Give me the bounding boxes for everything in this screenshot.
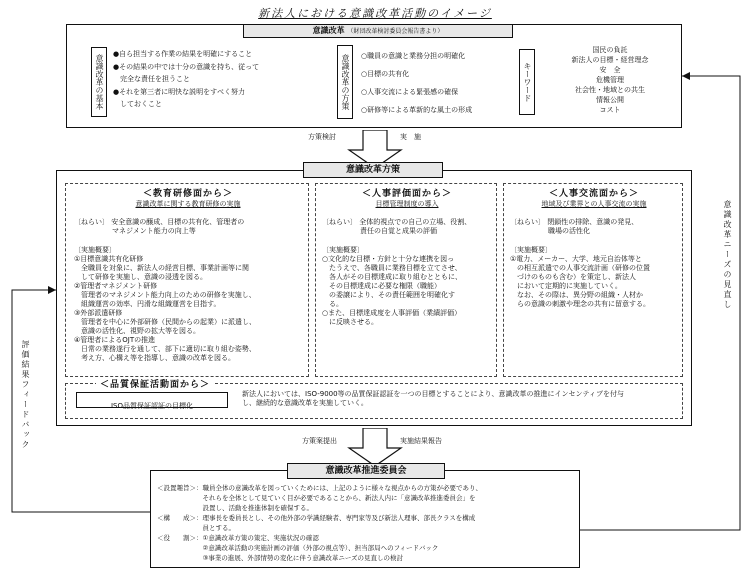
evaluation-title: ＜人事評価面から＞ — [361, 189, 452, 199]
exchange-subtitle: 地域及び業界との人事交流の実施 — [541, 200, 647, 208]
right-feedback-label: 意識改革ニーズの見直し — [723, 200, 732, 310]
measures-list: ○職員の意識と業務分担の明確化 ○目標の共有化 ○人事交流による緊張感の確保 ○研修等による革新的な風土の形成 — [361, 52, 473, 114]
keyword-label: キーワード — [519, 49, 535, 115]
left-feedback-label: 評価結果フィードバック — [21, 340, 30, 450]
education-details: 〔実施概要〕 ①目標意識共有化研修 全職員を対象に、新法人の経営目標、事業計画等に関 して研修を実施し、意識の浸透を図る。 ②管理者マネジメント研修 管理者のマネジメント能力向上のための研修を実施し、 組織運営の効率、円滑な組織運営を目指す。 ③外部派遣研修 管理者を中心に外部研修（民間からの起業）に派遣し、 意識の活性化、視野の拡大等を図る。 ④管理者によるOJTの推進 日常の業務遂行を通して、部下に適切に取り組む姿勢、 考え方、心構え等を指導し、意識の改革を図る。 — [74, 246, 256, 362]
committee-text: ＜設置趣旨＞：職員全体の意識改革を図っていくためには、上記のように様々な視点からの方策が必要であり、 それらを全体として見ていく目が必要であることから、新法人内に「意識改革推進委員会」を 設置し、活動を推進体制を確保する。 ＜構 成＞：理事長を委員長とし、その他外部の学識経験者、専門家等及び新法人理事、部長クラスを構成 員とする。 ＜役 割＞：①意識改革方策の策定、実施状況の確認 ②意識改革活動の実施計画の評価（外部の視点等）、担当部局へのフィードバック ③事業の進展、外部情勢の変化に伴う意識改革ニーズの見直しの検討 — [157, 484, 482, 562]
arrow1-left-label: 方策検討 — [308, 133, 336, 141]
arrow1-right-label: 実 施 — [400, 133, 421, 141]
exchange-title: ＜人事交流面から＞ — [548, 189, 639, 199]
basic-list: ●自ら担当する作業の結果を明確にすること ●その結果の中では十分の意識を持ち、従って 完全な責任を担うこと ●それを第三者に明快な説明をすべく努力 しておくこと — [113, 50, 260, 108]
top-box-header: 意識改革 （財団改革検討委員会報告書より） — [243, 24, 513, 38]
arrow2-right-label: 実施結果報告 — [400, 437, 442, 445]
policy-header: 意識改革方策 — [303, 162, 443, 178]
exchange-aim: 〔ねらい〕 閉鎖性の排除、意識の発見、 職場の活性化 — [510, 218, 639, 235]
quality-subtitle-box: ISO品質保証認証の目標化 — [76, 392, 228, 408]
right-feedback-line — [580, 76, 740, 530]
keyword-list: 国民の負託 新法人の目標・経営理念 安 全 危機管理 社会性・地域との共生 情報公開 コスト — [571, 46, 649, 114]
education-subtitle: 意識改革に関する教育研修の実施 — [135, 200, 241, 208]
left-feedback-line — [12, 290, 150, 512]
education-title: ＜教育研修面から＞ — [142, 189, 233, 199]
committee-header: 意識改革推進委員会 — [287, 463, 445, 479]
quality-title: ＜品質保証活動面から＞ — [96, 377, 214, 390]
left-feedback-arrowhead — [48, 286, 56, 294]
evaluation-details: 〔実施概要〕 ○文化的な目標・方針と十分な連携を図っ たうえで、各職員に業務目標を立てさせ、 各人がその目標達成に取り組むとともに、 その目標達成に必要な権限（職能） の委譲により、その責任範囲を明確化す る。 ○また、目標達成度を人事評価（業績評価） に反映させる。 — [322, 246, 462, 326]
basic-label: 意識改革の基本 — [91, 47, 107, 117]
page-title: 新法人における意識改革活動のイメージ — [258, 7, 492, 20]
measures-label: 意識改革の方策 — [337, 45, 353, 119]
exchange-details: 〔実施概要〕 ①電力、メーカー、大学、地元自治体等と の相互派遣での人事交流計画（研修の位置 づけのものも含む）を策定し、新法人 において定期的に実施していく。 なお、その際は、異分野の組織・人材か らの意識の刺激や理念の共有に留意する。 — [510, 246, 650, 308]
right-feedback-arrowhead — [682, 72, 690, 80]
quality-text: 新法人においては、ISO-9000等の品質保証認証を一つの目標とすることにより、意識改革の推進にインセンティブを付与 し、継続的な意識改革を実施していく。 — [242, 390, 624, 407]
evaluation-aim: 〔ねらい〕 全体的視点での自己の立場、役割、 責任の自覚と成果の評価 — [322, 218, 472, 235]
evaluation-subtitle: 目標管理制度の導入 — [375, 200, 439, 208]
education-aim: 〔ねらい〕 安全意識の醸成、目標の共有化、管理者の マネジメント能力の向上等 — [74, 218, 245, 235]
arrow2-left-label: 方策案提出 — [302, 437, 337, 445]
